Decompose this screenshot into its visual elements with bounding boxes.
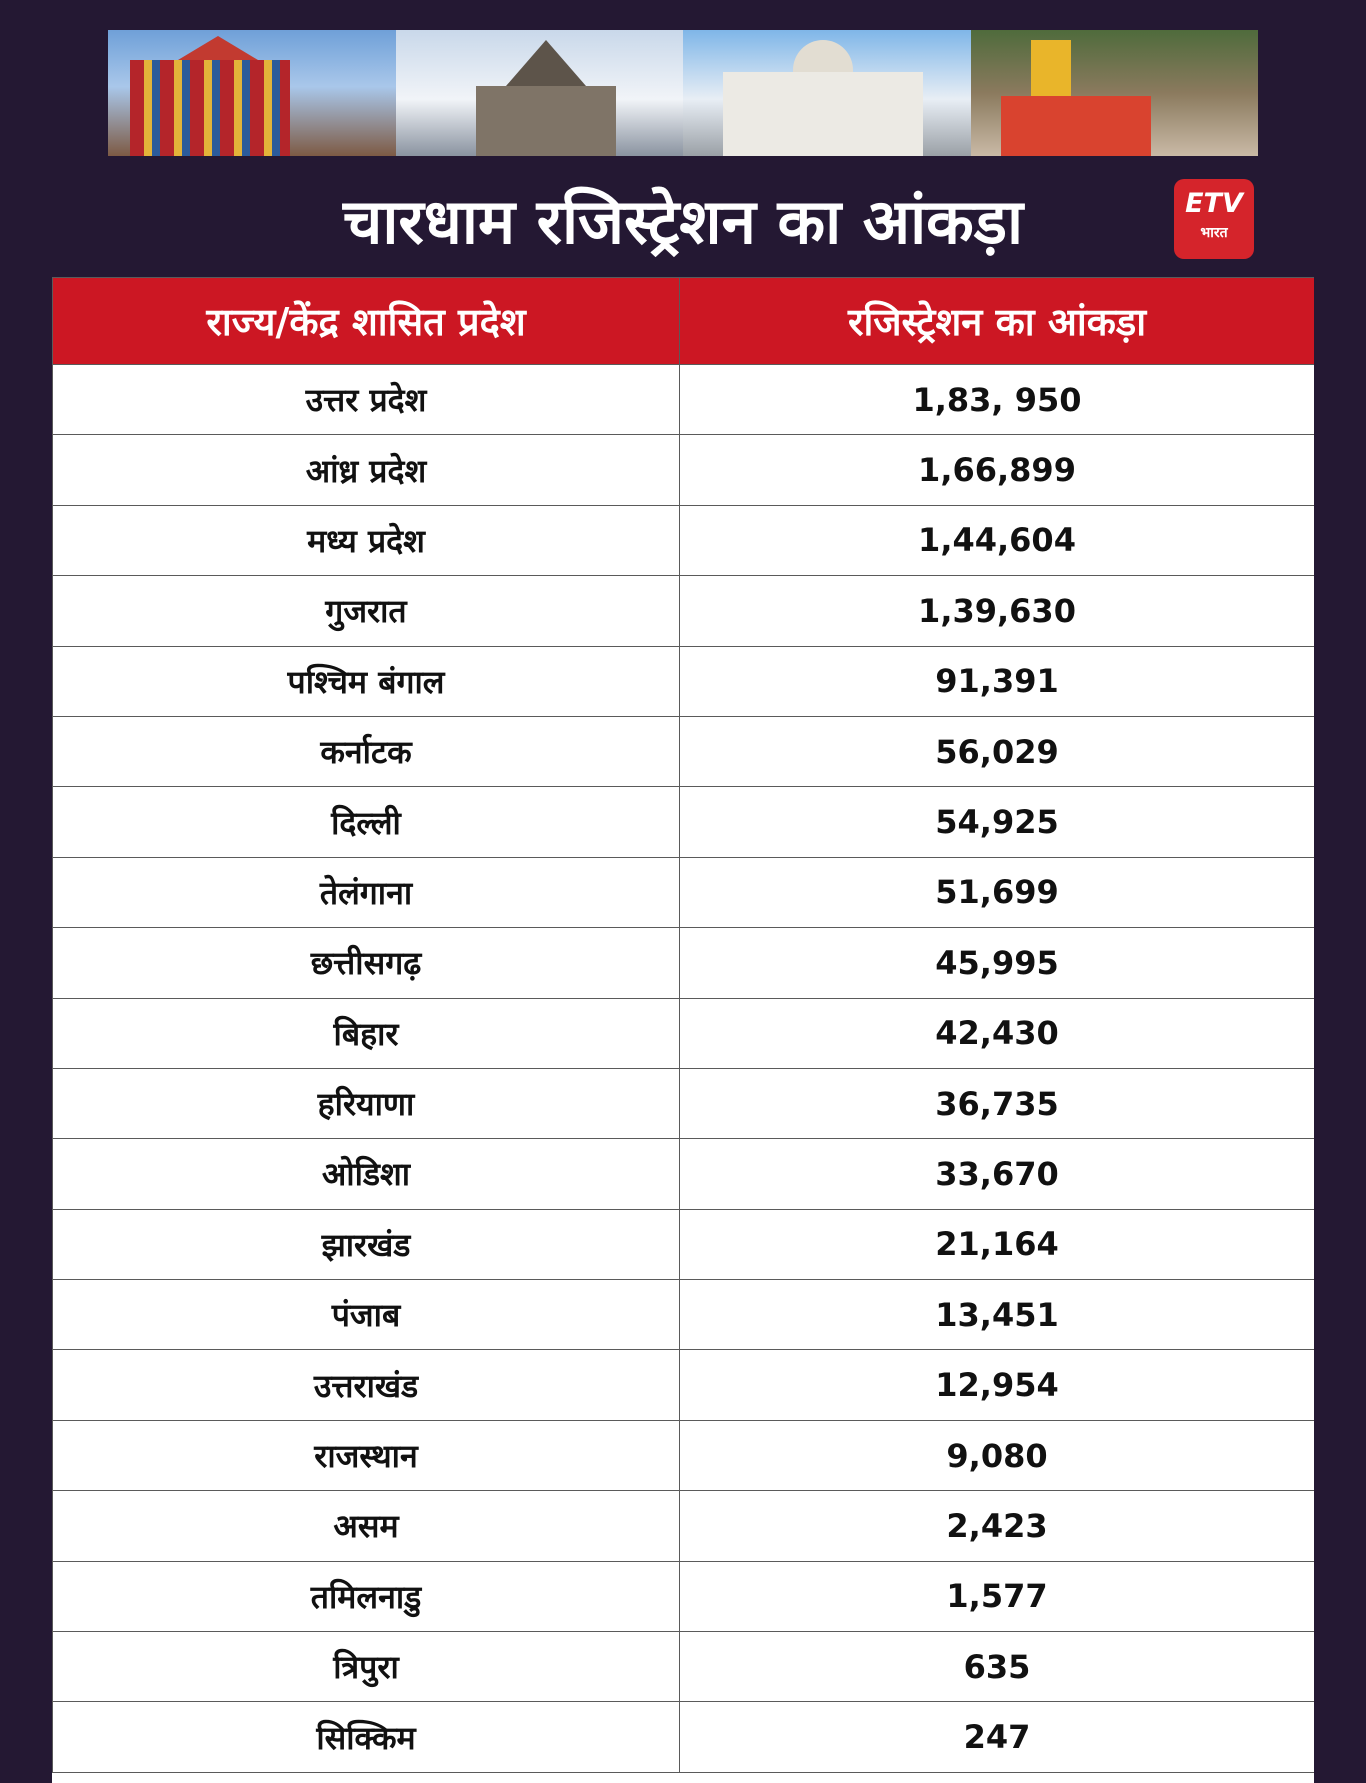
- table-row: [53, 1561, 1315, 1631]
- registration-count-cell: 1,44,604: [680, 505, 1315, 575]
- registration-count-cell: 45,995: [680, 928, 1315, 998]
- table-row: [53, 1280, 1315, 1350]
- registration-count-cell: 36,735: [680, 1068, 1315, 1138]
- table-row: [53, 998, 1315, 1068]
- etv-bharat-logo: [1174, 179, 1254, 259]
- temples-banner: [108, 30, 1258, 156]
- registration-count-cell: 1,39,630: [680, 576, 1315, 646]
- registration-count-cell: 247: [680, 1702, 1315, 1772]
- table-row: [53, 787, 1315, 857]
- registration-count-cell: 54,925: [680, 787, 1315, 857]
- registration-count-cell: 1,83, 950: [680, 365, 1315, 435]
- state-name-cell: गुजरात: [53, 576, 680, 646]
- table-row: [53, 1209, 1315, 1279]
- state-name-cell: ओडिशा: [53, 1139, 680, 1209]
- table-body: [53, 365, 1315, 1773]
- state-name-cell: पंजाब: [53, 1280, 680, 1350]
- state-name-cell: राजस्थान: [53, 1420, 680, 1490]
- registration-count-cell: 91,391: [680, 646, 1315, 716]
- kedarnath-temple-image: [396, 30, 684, 156]
- gangotri-temple-image: [683, 30, 971, 156]
- table-row: [53, 1632, 1315, 1702]
- table-row: [53, 365, 1315, 435]
- state-name-cell: पश्चिम बंगाल: [53, 646, 680, 716]
- table-row: [53, 1702, 1315, 1772]
- state-name-cell: तेलंगाना: [53, 857, 680, 927]
- state-name-cell: मध्य प्रदेश: [53, 505, 680, 575]
- state-name-cell: उत्तराखंड: [53, 1350, 680, 1420]
- page-title: चारधाम रजिस्ट्रेशन का आंकड़ा: [342, 185, 1024, 258]
- column-header-count: रजिस्ट्रेशन का आंकड़ा: [680, 278, 1315, 365]
- state-name-cell: उत्तर प्रदेश: [53, 365, 680, 435]
- table-row: [53, 505, 1315, 575]
- registration-count-cell: 12,954: [680, 1350, 1315, 1420]
- registration-table-container: [52, 277, 1314, 1783]
- registration-count-cell: 9,080: [680, 1420, 1315, 1490]
- registration-count-cell: 13,451: [680, 1280, 1315, 1350]
- registration-count-cell: 42,430: [680, 998, 1315, 1068]
- registration-count-cell: 21,164: [680, 1209, 1315, 1279]
- table-row: [53, 1491, 1315, 1561]
- registration-count-cell: 51,699: [680, 857, 1315, 927]
- state-name-cell: झारखंड: [53, 1209, 680, 1279]
- table-row: [53, 1139, 1315, 1209]
- table-row: [53, 857, 1315, 927]
- state-name-cell: सिक्किम: [53, 1702, 680, 1772]
- state-name-cell: हरियाणा: [53, 1068, 680, 1138]
- registration-table: [52, 277, 1314, 1773]
- state-name-cell: तमिलनाडु: [53, 1561, 680, 1631]
- state-name-cell: दिल्ली: [53, 787, 680, 857]
- yamunotri-temple-image: [971, 30, 1259, 156]
- registration-count-cell: 1,577: [680, 1561, 1315, 1631]
- registration-count-cell: 2,423: [680, 1491, 1315, 1561]
- registration-count-cell: 33,670: [680, 1139, 1315, 1209]
- logo-main-text: ETV: [1185, 188, 1243, 219]
- state-name-cell: आंध्र प्रदेश: [53, 435, 680, 505]
- state-name-cell: कर्नाटक: [53, 716, 680, 786]
- table-row: [53, 1068, 1315, 1138]
- table-row: [53, 435, 1315, 505]
- state-name-cell: बिहार: [53, 998, 680, 1068]
- state-name-cell: असम: [53, 1491, 680, 1561]
- table-row: [53, 716, 1315, 786]
- table-row: [53, 646, 1315, 716]
- badrinath-temple-image: [108, 30, 396, 156]
- column-header-state: राज्य/केंद्र शासित प्रदेश: [53, 278, 680, 365]
- registration-count-cell: 1,66,899: [680, 435, 1315, 505]
- table-header-row: [53, 278, 1315, 365]
- table-row: [53, 1420, 1315, 1490]
- state-name-cell: त्रिपुरा: [53, 1632, 680, 1702]
- state-name-cell: छत्तीसगढ़: [53, 928, 680, 998]
- registration-count-cell: 635: [680, 1632, 1315, 1702]
- table-row: [53, 1350, 1315, 1420]
- logo-sub-text: भारत: [1200, 225, 1228, 241]
- registration-count-cell: 56,029: [680, 716, 1315, 786]
- table-row: [53, 928, 1315, 998]
- table-row: [53, 576, 1315, 646]
